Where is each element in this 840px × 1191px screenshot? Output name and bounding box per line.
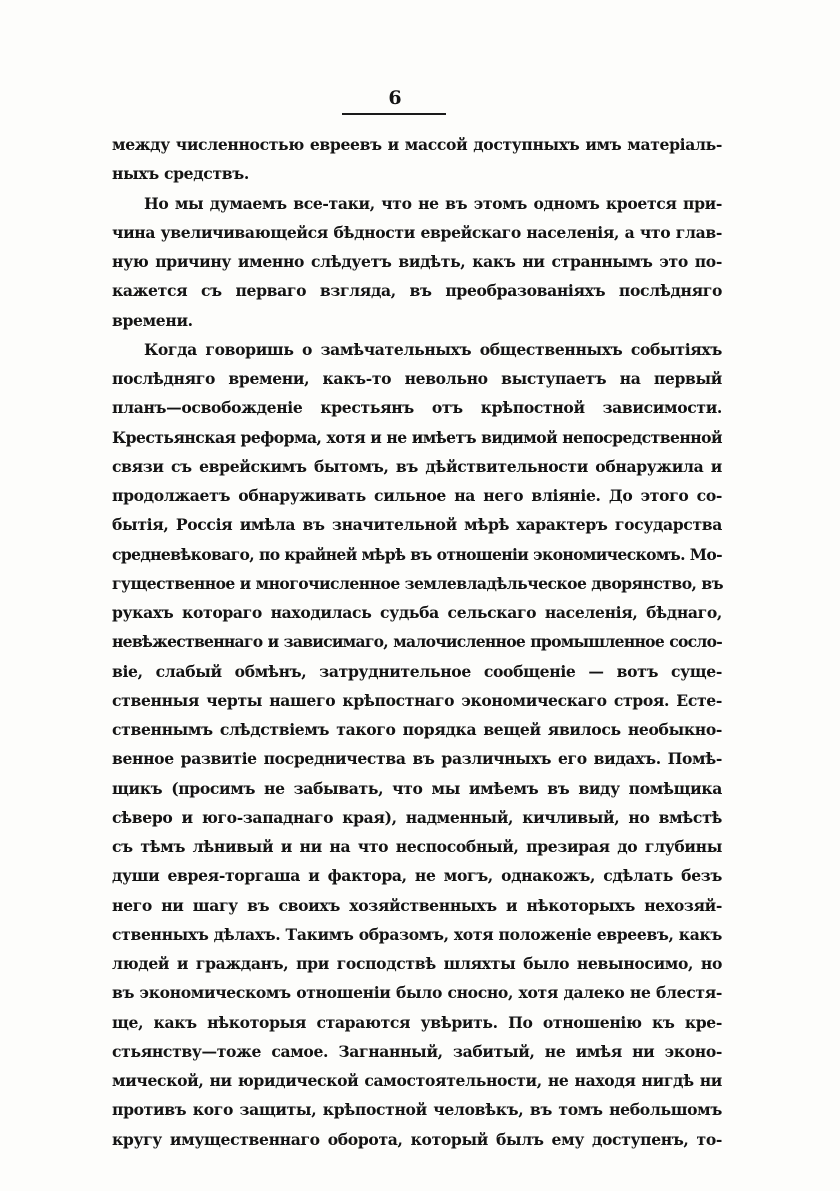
header-rule — [342, 113, 446, 115]
text-line: ственнымъ слѣдствіемъ такого порядка вещей явилось необыкно- — [112, 720, 722, 739]
text-line: времени. — [112, 310, 193, 330]
text-line: ственныя черты нашего крѣпостнаго экономическаго строя. Есте- — [112, 690, 722, 710]
text-line: стьянству—тоже самое. Загнанный, забитый, не имѣя ни эконо- — [112, 1041, 722, 1061]
text-line: рукахъ котораго находилась судьба сельскаго населенія, бѣднаго, — [112, 603, 722, 622]
text-line: противъ кого защиты, крѣпостной человѣкъ, въ томъ небольшомъ — [112, 1100, 722, 1120]
text-line: кажется съ перваго взгляда, въ преобразованіяхъ послѣдняго — [112, 281, 722, 301]
text-line: ще, какъ нѣкоторыя стараются увѣрить. По отношенію къ кре- — [112, 1012, 722, 1032]
text-line: средневѣковаго, по крайней мѣрѣ въ отношеніи экономическомъ. Мо- — [112, 544, 722, 564]
text-line: ственныхъ дѣлахъ. Такимъ образомъ, хотя положеніе евреевъ, какъ — [112, 924, 722, 944]
text-line: него ни шагу въ своихъ хозяйственныхъ и нѣкоторыхъ нехозяй- — [112, 895, 722, 915]
text-line: бытія, Россія имѣла въ значительной мѣрѣ характеръ государства — [112, 515, 722, 535]
text-line: венное развитіе посредничества въ различныхъ его видахъ. Помѣ- — [112, 749, 722, 769]
text-line: Но мы думаемъ все-таки, что не въ этомъ одномъ кроется при- — [144, 193, 722, 213]
text-line: невѣжественнаго и зависимаго, малочисленное промышленное сосло- — [112, 632, 722, 652]
text-line: съ тѣмъ лѣнивый и ни на что неспособный, презирая до глубины — [112, 837, 722, 856]
text-line: чина увеличивающейся бѣдности еврейскаго населенія, а что глав- — [112, 222, 722, 242]
text-line: Когда говоришь о замѣчательныхъ общественныхъ событіяхъ — [144, 339, 722, 359]
text-line: щикъ (просимъ не забывать, что мы имѣемъ въ виду помѣщика — [112, 778, 722, 798]
text-line: души еврея-торгаша и фактора, не могъ, однакожъ, сдѣлать безъ — [112, 866, 722, 886]
text-line: ную причину именно слѣдуетъ видѣть, какъ ни страннымъ это по- — [112, 252, 722, 271]
text-line: продолжаетъ обнаруживать сильное на него вліяніе. До этого со- — [112, 486, 722, 505]
text-line: ныхъ средствъ. — [112, 164, 249, 184]
text-line: планъ—освобожденіе крестьянъ отъ крѣпостной зависимости. — [112, 398, 722, 418]
text-line: людей и гражданъ, при господствѣ шляхты было невыносимо, но — [112, 954, 722, 973]
body-text — [112, 130, 722, 1154]
text-line: мической, ни юридической самостоятельности, не находя нигдѣ ни — [112, 1071, 722, 1090]
text-line: Крестьянская реформа, хотя и не имѣетъ видимой непосредственной — [112, 427, 722, 447]
text-line: кругу имущественнаго оборота, который былъ ему доступенъ, то- — [112, 1129, 722, 1149]
page-number: 6 — [388, 87, 402, 109]
text-line: віе, слабый обмѣнъ, затруднительное сообщеніе — вотъ суще- — [112, 661, 722, 681]
text-line: въ экономическомъ отношеніи было сносно, хотя далеко не блестя- — [112, 983, 722, 1003]
text-line: послѣдняго времени, какъ-то невольно выступаетъ на первый — [112, 369, 722, 388]
text-line: сѣверо и юго-западнаго края), надменный, кичливый, но вмѣстѣ — [112, 807, 722, 827]
text-line: между численностью евреевъ и массой доступныхъ имъ матеріаль- — [112, 135, 722, 154]
text-line: гущественное и многочисленное землевладѣльческое дворянство, въ — [112, 573, 724, 593]
text-line: связи съ еврейскимъ бытомъ, въ дѣйствительности обнаружила и — [112, 456, 722, 476]
